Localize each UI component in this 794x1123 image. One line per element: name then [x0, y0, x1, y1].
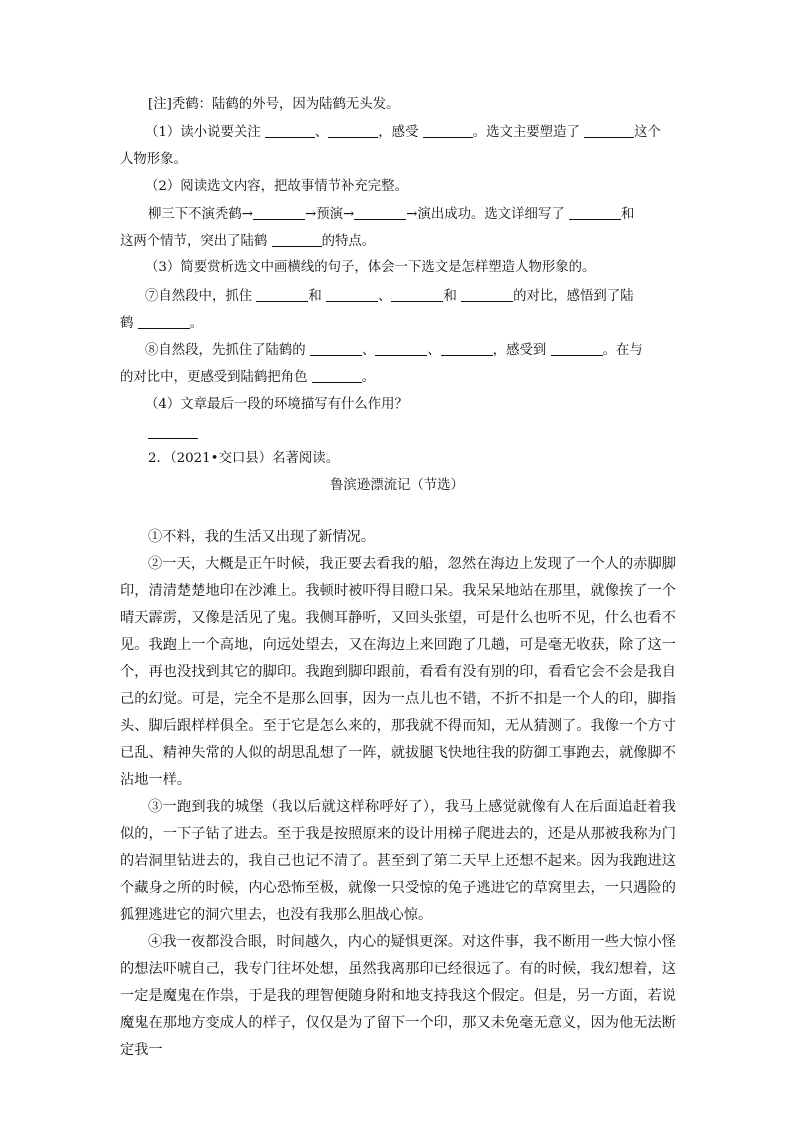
- answer-blank[interactable]: [310, 341, 362, 356]
- answer-blank[interactable]: [253, 205, 305, 220]
- answer-blank[interactable]: [328, 123, 378, 138]
- answer-blank[interactable]: [138, 314, 190, 329]
- annotation-note: [注]秃鹤：陆鹤的外号，因为陆鹤无头发。: [148, 97, 400, 112]
- passage-paragraph-4: ④我一夜都没合眼，时间越久，内心的疑惧更深。对这件事，我不断用一些大惊小怪的想法吓唬自己，我专门往坏处想，虽然我离那印已经很远了。有的时候，我幻想着，这一定是魔鬼在作祟，于是我的理智便随身附和地支持我这个假定。但是，另一方面，若说魔鬼在那地方变成人的样子，仅仅是为了留下一个印，那又未免毫无意义，因为他无法断定我一: [120, 934, 676, 1058]
- section-heading: 2．（2021•交口县）名著阅读。: [148, 451, 340, 466]
- answer-blank[interactable]: [584, 123, 634, 138]
- passage-title: 鲁滨逊漂流记（节选）: [330, 478, 464, 493]
- answer-blank[interactable]: [354, 205, 406, 220]
- passage-body: [120, 524, 676, 1064]
- passage-paragraph-1: ①不料，我的生活又出现了新情况。: [148, 529, 376, 545]
- question-3-para-7: ⑦自然段中，抓住 和 、 和 的对比，感悟到了陆: [145, 289, 634, 304]
- question-3-para-8-continued: 的对比中，更感受到陆鹤把角色 。: [120, 370, 376, 385]
- question-4: （4）文章最后一段的环境描写有什么作用？: [145, 397, 408, 412]
- question-3: （3）简要赏析选文中画横线的句子，体会一下选文是怎样塑造人物形象的。: [145, 260, 596, 275]
- question-2: （2）阅读选文内容，把故事情节补充完整。: [145, 179, 408, 194]
- passage-paragraph-2: ②一天，大概是正午时候，我正要去看我的船，忽然在海边上发现了一个人的赤脚脚印，清清楚楚地印在沙滩上。我顿时被吓得目瞪口呆。我呆呆地站在那里，就像挨了一个晴天霹雳，又像是活见了鬼。我侧耳静听，又回头张望，可是什么也听不见，什么也看不见。我跑上一个高地，向远处望去，又在海边上来回跑了几趟，可是毫无收获，除了这一个，再也没找到其它的脚印。我跑到脚印跟前，看看有没有别的印，看看它会不会是我自己的幻觉。可是，完全不是那么回事，因为一点儿也不错，不折不扣是一个人的印，脚指头、脚后跟样样俱全。至于它是怎么来的，那我就不得而知，无从猜测了。我像一个方寸已乱、精神失常的人似的胡思乱想了一阵，就拔腿飞快地往我的防御工事跑去，就像脚不沾地一样。: [120, 556, 676, 788]
- answer-blank[interactable]: [375, 341, 427, 356]
- question-4-answer-line: [148, 424, 198, 443]
- passage-paragraph-3: ③一跑到我的城堡（我以后就这样称呼好了），我马上感觉就像有人在后面追赶着我似的，一下子钻了进去。至于我是按照原来的设计用梯子爬进去的，还是从那被我称为门的岩洞里钻进去的，我自己也记不清了。甚至到了第二天早上还想不起来。因为我跑进这个藏身之所的时候，内心恐怖至极，就像一只受惊的兔子逃进它的草窝里去，一只遇险的狐狸逃进它的洞穴里去，也没有我那么胆战心惊。: [120, 799, 676, 923]
- plot-chain: 柳三下不演秃鹤→ →预演→ →演出成功。选文详细写了 和: [148, 207, 635, 222]
- answer-blank[interactable]: [569, 205, 621, 220]
- question-3-para-7-continued: 鹤 。: [120, 316, 204, 331]
- question-1-continued: 人物形象。: [120, 152, 187, 167]
- question-3-para-8: ⑧自然段，先抓住了陆鹤的 、 、 ，感受到 。在与: [145, 343, 643, 358]
- answer-blank[interactable]: [272, 232, 322, 247]
- answer-blank[interactable]: [265, 123, 315, 138]
- answer-blank[interactable]: [148, 424, 198, 439]
- plot-chain-continued: 这两个情节，突出了陆鹤 的特点。: [120, 234, 376, 249]
- answer-blank[interactable]: [326, 287, 378, 302]
- answer-blank[interactable]: [461, 287, 513, 302]
- answer-blank[interactable]: [441, 341, 493, 356]
- answer-blank[interactable]: [423, 123, 473, 138]
- question-1: （1）读小说要关注 、 ，感受 。选文主要塑造了 这个: [145, 125, 661, 140]
- answer-blank[interactable]: [256, 287, 308, 302]
- answer-blank[interactable]: [551, 341, 603, 356]
- answer-blank[interactable]: [312, 368, 362, 383]
- answer-blank[interactable]: [391, 287, 443, 302]
